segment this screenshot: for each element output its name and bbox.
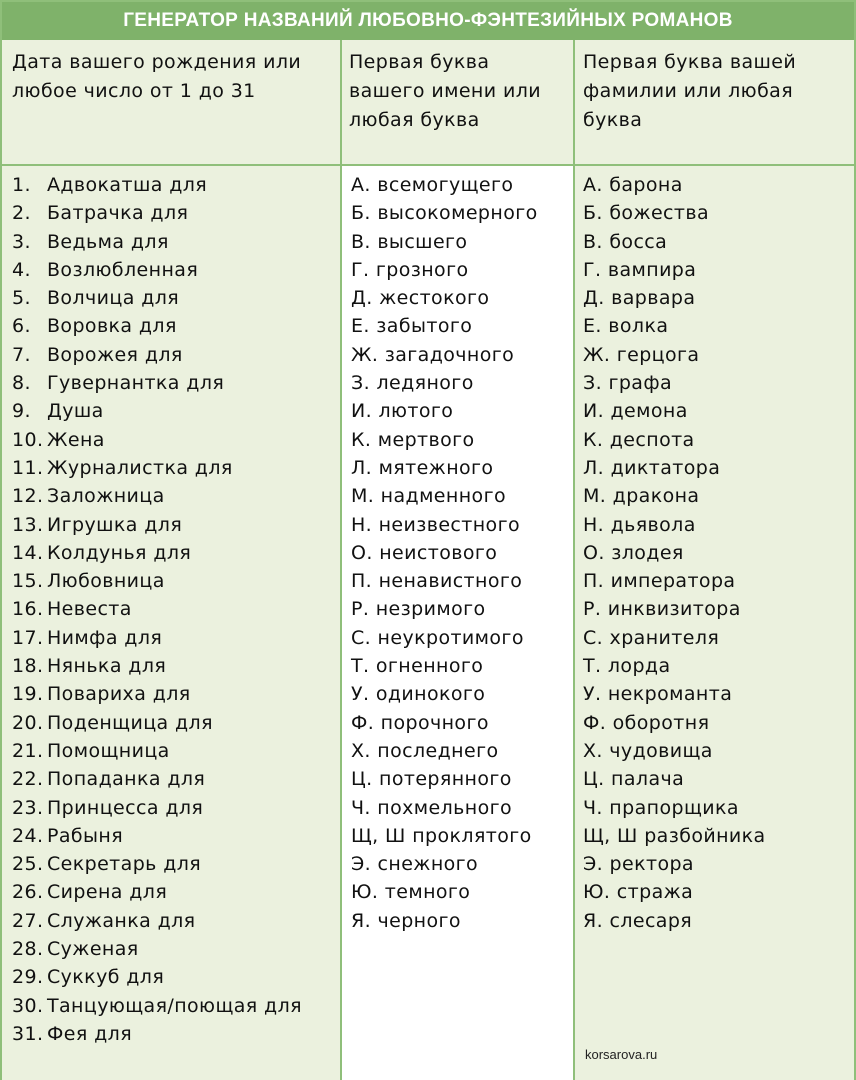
list-item: К. мертвого xyxy=(351,428,475,451)
list-item: Ц. палача xyxy=(583,768,685,791)
list-item: Р. инквизитора xyxy=(583,598,741,621)
list-item: Р. незримого xyxy=(351,598,486,621)
item-text: Адвокатша для xyxy=(47,174,208,196)
list-item: Ч. похмельного xyxy=(351,796,513,819)
list-item xyxy=(12,737,302,765)
item-text: Возлюбленная xyxy=(47,258,199,281)
list-item: Я. слесаря xyxy=(583,909,693,932)
list-item xyxy=(12,482,302,510)
list-item: Н. дьявола xyxy=(583,513,696,536)
column-day xyxy=(2,166,340,1080)
list-item: С. неукротимого xyxy=(351,626,524,649)
list-item xyxy=(12,341,302,369)
item-text: Ворожея для xyxy=(47,343,183,366)
list-item xyxy=(12,539,302,567)
item-text: Любовница xyxy=(47,570,165,593)
item-number: 22. xyxy=(12,768,44,791)
list-item xyxy=(12,454,302,482)
list-item: З. ледяного xyxy=(351,372,474,395)
list-item: Б. божества xyxy=(583,202,710,225)
list-item: Д. варвара xyxy=(583,287,696,310)
list-item: Ж. герцога xyxy=(583,343,700,366)
item-number: 14. xyxy=(12,541,44,564)
item-text: Воровка для xyxy=(47,315,177,338)
list-item: С. хранителя xyxy=(583,626,720,649)
surname-list xyxy=(583,171,766,935)
list-item xyxy=(12,511,302,539)
list-item: В. высшего xyxy=(351,230,468,253)
list-item: Т. лорда xyxy=(583,655,671,678)
list-item: А. всемогущего xyxy=(351,174,514,196)
list-item: Е. волка xyxy=(583,315,669,338)
header-surname-letter: Первая буква вашей фамилии или любая буква xyxy=(583,51,797,131)
item-text: Ведьма для xyxy=(47,230,169,253)
list-item: Я. черного xyxy=(351,909,461,932)
header-day: Дата вашего рождения или любое число от 1 до 31 xyxy=(12,51,302,102)
list-item: И. лютого xyxy=(351,400,454,423)
list-item xyxy=(12,624,302,652)
list-item xyxy=(12,878,302,906)
item-number: 20. xyxy=(12,711,44,734)
list-item: Ф. оборотня xyxy=(583,711,710,734)
item-text: Служанка для xyxy=(47,909,196,932)
item-text: Принцесса для xyxy=(47,796,204,819)
list-item: У. некроманта xyxy=(583,683,733,706)
item-text: Колдунья для xyxy=(47,541,192,564)
list-item xyxy=(12,256,302,284)
list-item xyxy=(12,228,302,256)
list-item xyxy=(12,1020,302,1048)
item-number: 27. xyxy=(12,909,44,932)
item-text: Секретарь для xyxy=(47,853,202,876)
item-number: 23. xyxy=(12,796,44,819)
item-number: 12. xyxy=(12,485,44,508)
item-number: 26. xyxy=(12,881,44,904)
list-item: О. злодея xyxy=(583,541,684,564)
list-item: Ю. стража xyxy=(583,881,694,904)
item-text: Танцующая/поющая для xyxy=(47,994,302,1017)
list-item: М. надменного xyxy=(351,485,506,508)
list-item xyxy=(12,992,302,1020)
list-item: Л. мятежного xyxy=(351,456,494,479)
list-item xyxy=(12,567,302,595)
item-number: 28. xyxy=(12,938,44,961)
item-text: Поденщица для xyxy=(47,711,213,734)
list-item xyxy=(12,907,302,935)
item-number: 15. xyxy=(12,570,44,593)
list-item: З. графа xyxy=(583,372,673,395)
list-item: Э. снежного xyxy=(351,853,479,876)
list-item: Б. высокомерного xyxy=(351,202,538,225)
list-item: Д. жестокого xyxy=(351,287,490,310)
list-item xyxy=(12,680,302,708)
item-text: Душа xyxy=(47,400,104,423)
item-text: Гувернантка для xyxy=(47,372,225,395)
list-item: П. императора xyxy=(583,570,736,593)
first-name-list xyxy=(351,171,538,935)
item-text: Заложница xyxy=(47,485,165,508)
item-number: 30. xyxy=(12,994,44,1017)
list-item: И. демона xyxy=(583,400,688,423)
column-first-name xyxy=(340,166,575,1080)
list-item: Г. грозного xyxy=(351,258,469,281)
item-text: Повариха для xyxy=(47,683,191,706)
table-title: ГЕНЕРАТОР НАЗВАНИЙ ЛЮБОВНО-ФЭНТЕЗИЙНЫХ РОМАНОВ xyxy=(2,2,854,40)
item-number: 29. xyxy=(12,966,44,989)
header-divider-2 xyxy=(573,40,575,164)
item-number: 11. xyxy=(12,456,44,479)
item-number: 6. xyxy=(12,315,31,338)
item-text: Сирена для xyxy=(47,881,168,904)
item-number: 24. xyxy=(12,824,44,847)
list-item xyxy=(12,397,302,425)
item-number: 16. xyxy=(12,598,44,621)
list-item xyxy=(12,935,302,963)
item-number: 21. xyxy=(12,739,44,762)
list-item: Э. ректора xyxy=(583,853,694,876)
item-number: 1. xyxy=(12,174,31,196)
list-item: Л. диктатора xyxy=(583,456,721,479)
item-text: Рабыня xyxy=(47,824,124,847)
item-number: 2. xyxy=(12,202,31,225)
list-item xyxy=(12,963,302,991)
item-number: 9. xyxy=(12,400,31,423)
list-item xyxy=(12,369,302,397)
item-number: 13. xyxy=(12,513,44,536)
list-item: Ц. потерянного xyxy=(351,768,512,791)
item-text: Игрушка для xyxy=(47,513,183,536)
item-text: Попаданка для xyxy=(47,768,206,791)
list-item xyxy=(12,171,302,199)
item-number: 25. xyxy=(12,853,44,876)
list-item: Г. вампира xyxy=(583,258,697,281)
item-text: Батрачка для xyxy=(47,202,189,225)
item-text: Журналистка для xyxy=(47,456,233,479)
item-text: Невеста xyxy=(47,598,132,621)
item-number: 10. xyxy=(12,428,44,451)
item-number: 17. xyxy=(12,626,44,649)
list-item: Т. огненного xyxy=(351,655,484,678)
list-item xyxy=(12,850,302,878)
list-item: Ч. прапорщика xyxy=(583,796,739,819)
list-item: В. босса xyxy=(583,230,668,253)
item-text: Жена xyxy=(47,428,105,451)
list-item: К. деспота xyxy=(583,428,695,451)
column-surname xyxy=(575,166,854,1080)
list-item: Ю. темного xyxy=(351,881,471,904)
list-item xyxy=(12,199,302,227)
list-item: П. ненавистного xyxy=(351,570,523,593)
list-item: Щ, Ш проклятого xyxy=(351,824,532,847)
list-item: Х. последнего xyxy=(351,739,499,762)
item-text: Нимфа для xyxy=(47,626,163,649)
list-item: Х. чудовища xyxy=(583,739,713,762)
list-item: У. одинокого xyxy=(351,683,486,706)
list-item: О. неистового xyxy=(351,541,498,564)
list-item xyxy=(12,765,302,793)
item-number: 19. xyxy=(12,683,44,706)
list-item: Н. неизвестного xyxy=(351,513,520,536)
item-number: 18. xyxy=(12,655,44,678)
item-text: Волчица для xyxy=(47,287,180,310)
list-item: Ф. порочного xyxy=(351,711,489,734)
list-item: А. барона xyxy=(583,174,683,196)
list-item xyxy=(12,652,302,680)
header-first-name-letter: Первая буква вашего имени или любая буква xyxy=(349,51,541,131)
item-number: 3. xyxy=(12,230,31,253)
item-text: Фея для xyxy=(47,1022,133,1045)
list-item xyxy=(12,709,302,737)
item-number: 31. xyxy=(12,1022,44,1045)
list-item xyxy=(12,426,302,454)
item-text: Суженая xyxy=(47,938,139,961)
item-number: 5. xyxy=(12,287,31,310)
day-list xyxy=(12,171,302,1048)
list-item: Е. забытого xyxy=(351,315,473,338)
item-number: 8. xyxy=(12,372,31,395)
source-credit: korsarova.ru xyxy=(585,1047,658,1062)
item-number: 7. xyxy=(12,343,31,366)
item-number: 4. xyxy=(12,258,31,281)
list-item xyxy=(12,312,302,340)
list-item: Ж. загадочного xyxy=(351,343,515,366)
list-item xyxy=(12,794,302,822)
list-item xyxy=(12,284,302,312)
item-text: Суккуб для xyxy=(47,966,165,989)
list-item xyxy=(12,822,302,850)
list-item: Щ, Ш разбойника xyxy=(583,824,766,847)
header-divider-1 xyxy=(340,40,342,164)
item-text: Помощница xyxy=(47,739,170,762)
list-item: М. дракона xyxy=(583,485,700,508)
header-row xyxy=(2,40,854,166)
item-text: Нянька для xyxy=(47,655,167,678)
list-item xyxy=(12,595,302,623)
